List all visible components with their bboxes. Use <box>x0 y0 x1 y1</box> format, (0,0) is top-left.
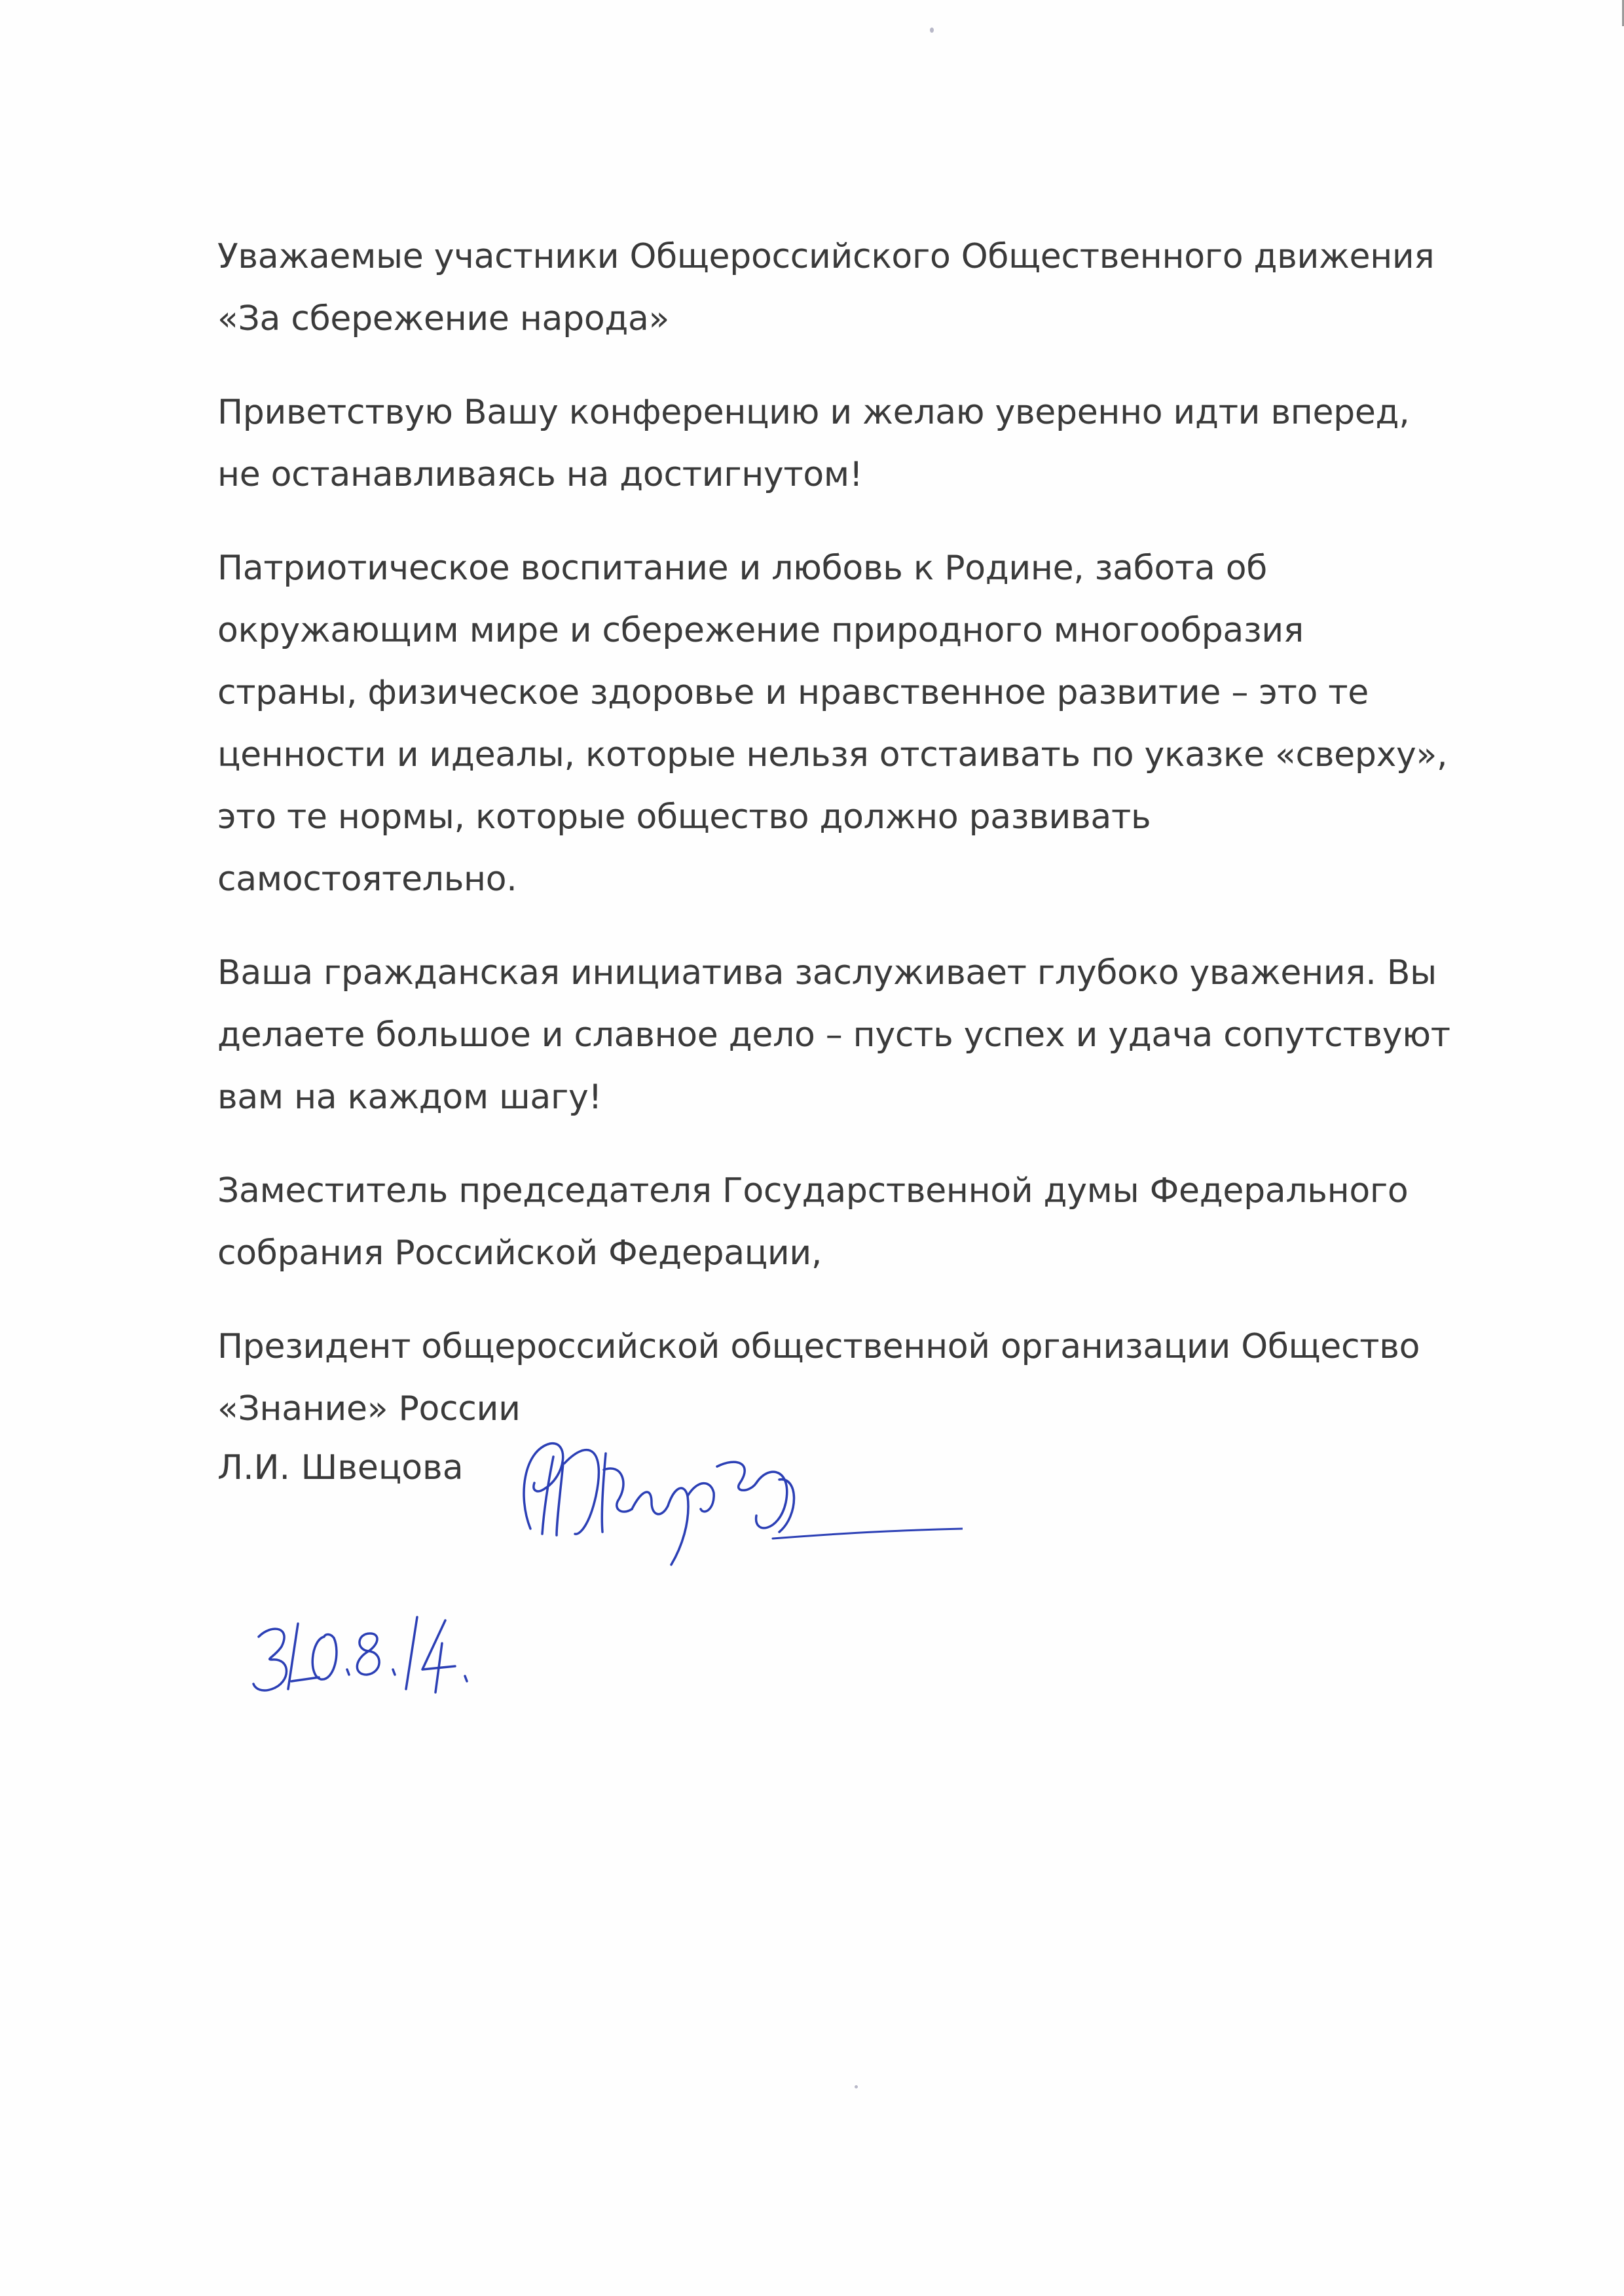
handwritten-signature <box>491 1417 963 1575</box>
paragraph-line: делаете большое и славное дело – пусть успех и удача сопутствуют <box>217 1015 1450 1055</box>
signatory-title-line: Заместитель председателя Государственной думы Федерального <box>217 1171 1409 1211</box>
paragraph-line: Ваша гражданская инициатива заслуживает глубоко уважения. Вы <box>217 953 1437 993</box>
scan-speck <box>930 27 934 33</box>
paragraph-line: окружающим мире и сбережение природного многообразия <box>217 611 1304 650</box>
paragraph-line: вам на каждом шагу! <box>217 1078 602 1117</box>
paragraph-line: Приветствую Вашу конференцию и желаю уверенно идти вперед, <box>217 393 1410 432</box>
paragraph-welcome <box>217 382 1514 506</box>
letter-body <box>217 226 1514 1472</box>
signatory-title-deputy <box>217 1160 1514 1285</box>
paragraph-line: ценности и идеалы, которые нельзя отстаивать по указке «сверху», <box>217 735 1448 774</box>
greeting-line: Уважаемые участники Общероссийского Общественного движения <box>217 237 1435 276</box>
greeting-line: «За сбережение народа» <box>217 299 670 338</box>
paragraph-values <box>217 538 1514 911</box>
paragraph-line: не останавливаясь на достигнутом! <box>217 455 863 494</box>
paragraph-initiative <box>217 942 1514 1129</box>
paragraph-line: это те нормы, которые общество должно развивать <box>217 797 1151 837</box>
signatory-title-line: собрания Российской Федерации, <box>217 1233 822 1273</box>
paragraph-line: страны, физическое здоровье и нравственное развитие – это те <box>217 673 1369 712</box>
scan-speck <box>855 2085 858 2088</box>
handwritten-date <box>246 1597 494 1709</box>
signatory-name: Л.И. Швецова <box>217 1448 464 1487</box>
greeting <box>217 226 1514 350</box>
paragraph-line: самостоятельно. <box>217 860 517 899</box>
signatory-title-line: «Знание» России <box>217 1389 521 1429</box>
paragraph-line: Патриотическое воспитание и любовь к Родине, забота об <box>217 549 1268 588</box>
signatory-title-line: Президент общероссийской общественной организации Общество <box>217 1327 1420 1366</box>
